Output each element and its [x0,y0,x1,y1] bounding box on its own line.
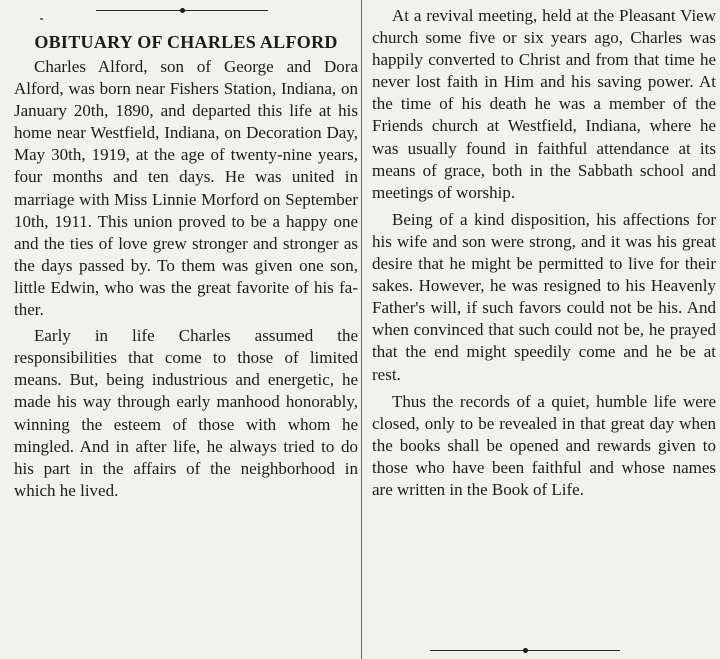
obituary-paragraph: Charles Alford, son of George and Dora Alford, was born near Fishers Station, Indiana, on January 20th, 1890, and departed this life at his home near Westfield, Indiana, on Decoration Day, May 30th, 1919, at the age of twenty-nine years, four months and ten days. He was united in marriage with Miss Linnie Morford on September 10th, 1911. This union proved to be a happy one and the ties of love grew stronger and stronger as the days passed by. To them was given one son, little Edwin, who was the great favorite of his father. [14,57,358,320]
obituary-paragraph: Early in life Charles assumed the responsibilities that come to those of limited means. But, being industrious and energetic, he made his way through early manhood honorably, winning the esteem of those with whom he mingled. And in after life, he always tried to do his part in the affairs of the neighborhood in which he lived. [14,326,358,500]
obituary-paragraph: Being of a kind disposition, his affections for his wife and son were strong, and it was his great desire that he might be permitted to live for their sakes. However, he was resigned to his Heavenly Father's will, if such favors could not be his. And when convinced that such could not be, he prayed that the end might speedily come and he be at rest. [372,209,716,384]
obituary-paragraph: Thus the records of a quiet, humble life were closed, only to be revealed in that great day when the books shall be opened and rewards given to those who have been faithful and whose names are written in the Book of Life. [372,391,716,499]
obituary-paragraph: At a revival meeting, held at the Pleasant View church some five or six years ago, Charles was happily converted to Christ and from that time he never lost faith in Him and his saving power. At the time of his death he was a member of the Friends church at Westfield, Indiana, where he was usually found in faithful attendance at its means of grace, both in the Sabbath school and meetings of worship. [372,6,716,202]
right-column [362,0,720,659]
bottom-ornamental-rule [430,650,620,651]
obituary-headline: OBITUARY OF CHARLES ALFORD [34,32,338,52]
rule-center-dot [523,648,528,653]
